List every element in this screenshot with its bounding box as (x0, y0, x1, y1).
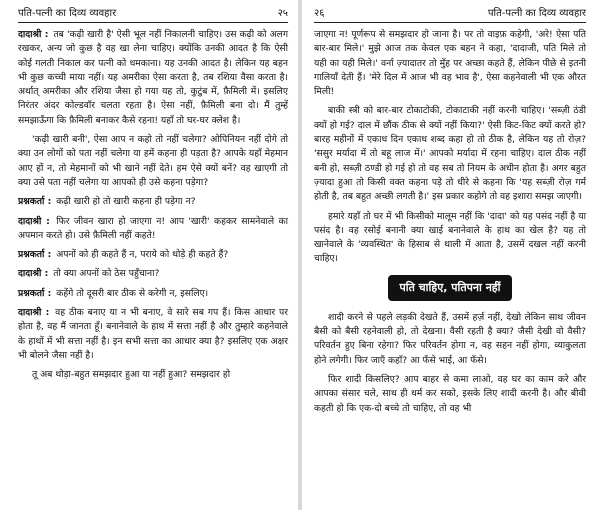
paragraph (314, 373, 586, 416)
left-page (0, 0, 298, 510)
paragraph-text: कढ़ी खारी हो तो खारी कहना ही पड़ेगा न? (56, 196, 196, 208)
right-page-body (314, 28, 586, 416)
paragraph (18, 248, 288, 262)
speaker-label: दादाश्री : (18, 307, 50, 319)
paragraph (314, 104, 586, 204)
speaker-label: प्रश्नकर्ता : (18, 287, 52, 299)
paragraph-text: कहेंगे तो दूसरी बार ठीक से करेगी न, इसलिए। (56, 287, 209, 299)
paragraph-text: फिर शादी किसलिए? आप बाहर से कमा लाओ, वह घर का काम करे और आपका संसार चले, साथ ही धर्म कर सको, इसके लिए शादी करनी है। और बीवी कहती हो कि एक-दो बच्चे तो चाहिए, तो वह भी (314, 373, 586, 414)
paragraph-text: हमारे यहाँ तो घर में भी किसीको मालूम नहीं कि 'दादा' को यह पसंद नहीं है या पसंद है। वह रसोई बनानी क्या खाई बनानेवाले के हाथ का खेल है? यह तो खानेवाले के 'व्यवस्थित' के हिसाब से थाली में आता है, उसमें दखल नहीं करनी चाहिए। (314, 210, 586, 265)
paragraph-text: तब 'कढ़ी खारी है' ऐसी भूल नहीं निकालनी चाहिए। उस कढ़ी को अलग रखकर, अन्य जो कुछ है वह खा लेना चाहिए। क्योंकि उनकी आदत है कि ऐसी कोई गलती निकाल कर पत्नी को धमकाना। यह उनकी आदत है। लेकिन यह बहन भी कुछ कच्ची माया नहीं। यह अमरीका ऐसा करता है, तब रशिया वैसा करता है। अर्थात् अमरीका और रशिया जैसा हो गया यह तो, कुटुंब में, फ़ैमिली में। इसलिए निरंतर अंदर कोल्डवॉर चलता रहता है। ऐसा नहीं, फ़ैमिली बना दो। मैं तुम्हें समझाऊँगा कि फ़ैमिली बनाकर कैसे रहना! यहाँ तो घर-घर क्लेश है। (18, 29, 288, 126)
paragraph-text: शादी करने से पहले लड़की देखते हैं, उसमें हर्ज़ नहीं, देखो लेकिन साथ जीवन बैसी को बैसी रहनेवाली हो, तो देखना। वैसी रहती है क्या? जैसी देखी वो वैसी? परिवर्तन हुए बिना रहेगा? फिर परिवर्तन होगा न, वह सहन नहीं होगा, व्याकुलता होने लगेगी। फिर जाएँ कहाँ? आ फँसे भाई, आ फँसे। (314, 311, 586, 366)
speaker-label: दादाश्री : (18, 29, 49, 40)
running-title: पति-पत्नी का दिव्य व्यवहार (487, 8, 586, 19)
left-page-body (18, 28, 288, 383)
speaker-label: प्रश्नकर्ता : (18, 249, 52, 261)
paragraph (314, 210, 586, 267)
paragraph-text: अपनों को ही कहते हैं न, पराये को थोड़े ही कहते हैं? (56, 249, 229, 261)
left-page-header (18, 8, 288, 23)
right-page-header (314, 8, 586, 23)
paragraph (18, 368, 288, 382)
section-heading: पति चाहिए, पतिपना नहीं (388, 275, 512, 301)
paragraph (18, 195, 288, 209)
paragraph (314, 28, 586, 99)
paragraph-text: तो क्या अपनों को ठेस पहुँचाना? (53, 268, 160, 280)
speaker-label: दादाश्री : (18, 268, 49, 280)
paragraph-text: फिर जीवन खारा हो जाएगा न! आप 'खारी' कहकर सामनेवाले का अपमान करते हो। उसे फ़ैमिली नहीं कहते! (18, 215, 288, 241)
speaker-label: प्रश्नकर्ता : (18, 196, 52, 208)
page-number: २६ (314, 8, 325, 19)
paragraph-text: बाकी स्त्री को बार-बार टोकाटोकी, टोकाटाकी नहीं करनी चाहिए। 'सब्ज़ी ठंडी क्यों हो गई? दाल में छौंक ठीक से क्यों नहीं किया?' ऐसी किट-किट क्यों करते हो? बारह महीनों में एकाध दिन एकाध शब्द कहा हो तो ठीक है, लेकिन यह तो रोज़? 'ससुर मर्यादा में तो बहू लाज में।' आपको मर्यादा में रहना चाहिए। दाल ठीक नहीं बनी हो, सब्ज़ी ठण्डी हो गई हो तो वह सब तो नियम के अधीन होता है। अगर बहुत ज़्यादा हुआ तो किसी वक्त कहना पड़े तो धीरे से कहना कि 'यह सब्ज़ी रोज़ गर्म होती है, तब बहुत अच्छी लगती है।' इस प्रकार कहोगे तो वह इशारा समझ जाएगी। (314, 105, 586, 203)
paragraph (314, 311, 586, 368)
page-number: २५ (277, 8, 288, 19)
paragraph-text: जाएगा न! पूर्णरूप से समझदार हो जाना है। पर तो वाइफ़ कहेगी, 'अरे! ऐसा पति बार-बार मिले।' मुझे आज तक केवल एक बहन ने कहा, 'दादाजी, पति मिले तो यही का यही मिले।' वर्ना ज़्यादातर तो मुँह पर अच्छा कहते हैं, लेकिन पीछे से इतनी गालियाँ देती हैं। 'मेरे दिल में आज भी वह भाव है', ऐसा कहनेवाली भी एक औरत मिली! (314, 29, 586, 98)
running-title: पति-पत्नी का दिव्य व्यवहार (18, 8, 117, 19)
paragraph (18, 306, 288, 363)
paragraph (18, 28, 288, 128)
paragraph (18, 267, 288, 281)
paragraph-text: वह ठीक बनाए या न भी बनाए, वे सारे सब गप हैं। किस आधार पर होता है, वह मैं जानता हूँ। बनानेवाले के हाथ में सत्ता नहीं है और तुम्हारे कहनेवाले के हाथों में भी सत्ता नहीं है। इन सभी सत्ता का आधार क्या है? इसलिए एक अक्षर भी बोलने जैसा नहीं है। (18, 307, 288, 361)
paragraph (18, 215, 288, 244)
paragraph (18, 287, 288, 301)
paragraph (18, 133, 288, 190)
right-page (302, 0, 600, 510)
speaker-label: दादाश्री : (18, 215, 50, 227)
paragraph-text: तू अब थोड़ा-बहुत समझदार हुआ या नहीं हुआ? समझदार हो (32, 369, 231, 381)
paragraph-text: 'कढ़ी खारी बनी', ऐसा आप न कहो तो नहीं चलेगा? ओपिनियन नहीं दोगे तो क्या उन लोगों को पता नहीं चलेगा या हमें कहना ही पड़ता है? आपके यहाँ मेहमान आए हों न, तो मेहमानों को भी खाने नहीं देते। हम ऐसे क्यों बनें? वह खाएगी तो क्या उसे पता नहीं चलेगा या आपको ही उसे कहना पड़ेगा? (18, 134, 288, 188)
